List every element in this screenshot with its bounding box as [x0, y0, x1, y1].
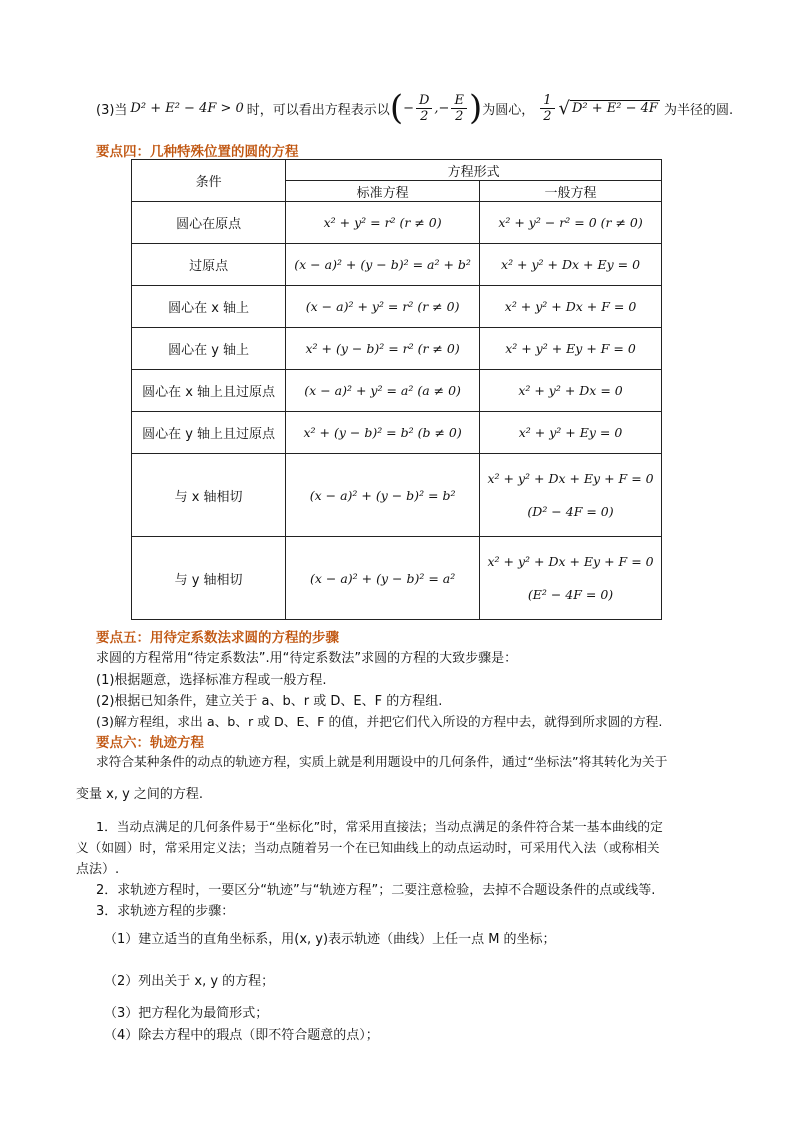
- section6-p1b: 变量 x, y 之间的方程.: [76, 787, 204, 802]
- radius-expr: D² + E² − 4F: [572, 100, 658, 116]
- section6-p3: 2．求轨迹方程时，一要区分“轨迹”与“轨迹方程”；二要注意检验，去掉不合题设条件的点或线等.: [96, 883, 656, 898]
- row-general: x² + y² − r² = 0 (r ≠ 0): [480, 202, 662, 244]
- table-row: [132, 244, 662, 286]
- intro-after-center: 为圆心，: [482, 102, 535, 118]
- section6-step1: （1）建立适当的直角坐标系，用(x, y)表示轨迹（曲线）上任一点 M 的坐标；: [104, 932, 556, 947]
- left-paren: (: [389, 88, 404, 128]
- section6-p2a: 1．当动点满足的几何条件易于“坐标化”时，常采用直接法；当动点满足的条件符合某一基本曲线的定: [96, 819, 663, 834]
- row-standard: (x − a)² + (y − b)² = a² + b²: [286, 244, 480, 286]
- row-standard: (x − a)² + (y − b)² = b²: [286, 454, 480, 537]
- table-row: [132, 370, 662, 412]
- section6-step4: （4）除去方程中的瑕点（即不符合题意的点）；: [104, 1028, 379, 1043]
- table-row: [132, 454, 662, 537]
- row-condition: 与 y 轴相切: [132, 537, 286, 620]
- row-condition: 圆心在 x 轴上且过原点: [132, 370, 286, 412]
- row-general-condition: (D² − 4F = 0): [527, 504, 614, 519]
- row-condition: 圆心在 y 轴上: [132, 328, 286, 370]
- row-general: x² + y² + Dx + Ey + F = 0: [487, 471, 654, 486]
- row-general-condition: (E² − 4F = 0): [527, 587, 614, 602]
- section5-line-2: (2)根据已知条件，建立关于 a、b、r 或 D、E、F 的方程组.: [96, 694, 443, 709]
- section6-p2b: 义（如圆）时，常采用定义法；当动点随着另一个在已知曲线上的动点运动时，可采用代入法（或称相关: [76, 840, 660, 855]
- sqrt-icon: √: [558, 97, 570, 119]
- section6-p1a: 求符合某种条件的动点的轨迹方程，实质上就是利用题设中的几何条件，通过“坐标法”将其转化为关于: [96, 754, 668, 769]
- radius-fraction: $\frac{1}{2}$: [540, 93, 554, 124]
- row-condition: 圆心在 y 轴上且过原点: [132, 412, 286, 454]
- intro-middle: 时，可以看出方程表示以: [246, 102, 390, 118]
- header-form: 方程形式: [286, 160, 662, 181]
- intro-suffix: 为半径的圆.: [663, 102, 734, 118]
- circle-equation-table: [131, 159, 662, 620]
- row-standard: (x − a)² + (y − b)² = a²: [286, 537, 480, 620]
- section5-line-3: (3)解方程组，求出 a、b、r 或 D、E、F 的值，并把它们代入所设的方程中去，就得到所求圆的方程.: [96, 714, 663, 729]
- intro-prefix: (3)当: [96, 102, 128, 118]
- row-standard: x² + (y − b)² = r² (r ≠ 0): [286, 328, 480, 370]
- section5-heading: 要点五：用待定系数法求圆的方程的步骤: [96, 630, 339, 646]
- row-standard: (x − a)² + y² = a² (a ≠ 0): [286, 370, 480, 412]
- row-general: x² + y² + Ey + F = 0: [480, 328, 662, 370]
- section5-line-0: 求圆的方程常用“待定系数法”.用“待定系数法”求圆的方程的大致步骤是：: [96, 651, 518, 666]
- section4-heading: 要点四：几种特殊位置的圆的方程: [96, 144, 299, 160]
- row-standard: x² + (y − b)² = b² (b ≠ 0): [286, 412, 480, 454]
- row-general: x² + y² + Dx = 0: [480, 370, 662, 412]
- section6-step3: （3）把方程化为最简形式；: [104, 1006, 269, 1021]
- section6-step2: （2）列出关于 x, y 的方程；: [104, 974, 275, 989]
- table-row: [132, 537, 662, 620]
- section6-heading: 要点六：轨迹方程: [96, 735, 204, 751]
- row-general: x² + y² + Ey = 0: [480, 412, 662, 454]
- table-row: [132, 202, 662, 244]
- center-y-fraction: $\frac{E}{2}$: [451, 93, 467, 124]
- section6-p2c: 点法）.: [76, 862, 120, 877]
- row-condition: 过原点: [132, 244, 286, 286]
- row-condition: 与 x 轴相切: [132, 454, 286, 537]
- row-general-cell: [480, 537, 662, 620]
- intro-condition: D² + E² − 4F > 0: [130, 100, 244, 116]
- table-row: [132, 328, 662, 370]
- row-condition: 圆心在原点: [132, 202, 286, 244]
- header-general: 一般方程: [480, 181, 662, 202]
- header-standard: 标准方程: [286, 181, 480, 202]
- row-standard: (x − a)² + y² = r² (r ≠ 0): [286, 286, 480, 328]
- section5-line-1: (1)根据题意，选择标准方程或一般方程.: [96, 673, 327, 688]
- header-condition: 条件: [132, 160, 286, 202]
- row-general: x² + y² + Dx + F = 0: [480, 286, 662, 328]
- section6-p4: 3．求轨迹方程的步骤：: [96, 904, 235, 919]
- row-standard: x² + y² = r² (r ≠ 0): [286, 202, 480, 244]
- row-condition: 圆心在 x 轴上: [132, 286, 286, 328]
- right-paren: ): [468, 88, 483, 128]
- row-general: x² + y² + Dx + Ey + F = 0: [487, 554, 654, 569]
- table-row: [132, 286, 662, 328]
- table-row: [132, 412, 662, 454]
- intro-line: (3)当 D² + E² − 4F > 0 时，可以看出方程表示以 ( − $\frac{D}{2}$ ,− $\frac{E}{2}$ ) 为圆心， $\frac{1}{2}$ √ D² + E² − 4F 为半径的圆.: [96, 88, 734, 128]
- center-x-fraction: $\frac{D}{2}$: [416, 93, 432, 124]
- row-general: x² + y² + Dx + Ey = 0: [480, 244, 662, 286]
- row-general-cell: [480, 454, 662, 537]
